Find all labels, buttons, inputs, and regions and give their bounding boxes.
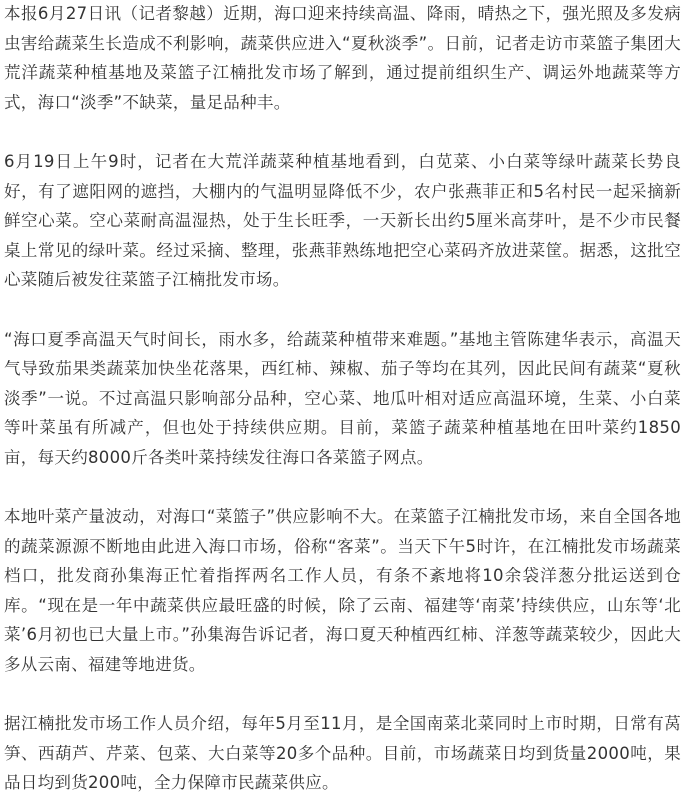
article-paragraph-5: 据江楠批发市场工作人员介绍，每年5月至11月，是全国南菜北菜同时上市时期，日常有莴笋、西葫芦、芹菜、包菜、大白菜等20多个品种。目前，市场蔬菜日均到货量2000吨，果品日均到货200吨，全力保障市民蔬菜供应。 — [4, 714, 681, 792]
article-paragraph-2: 6月19日上午9时，记者在大荒洋蔬菜种植基地看到，白苋菜、小白菜等绿叶蔬菜长势良好，有了遮阳网的遮挡，大棚内的气温明显降低不少，农户张燕菲正和5名村民一起采摘新鲜空心菜。空心菜耐高温湿热，处于生长旺季，一天新长出约5厘米高芽叶，是不少市民餐桌上常见的绿叶菜。经过采摘、整理，张燕菲熟练地把空心菜码齐放进菜筐。据悉，这批空心菜随后被发往菜篮子江楠批发市场。 — [4, 152, 681, 289]
article-paragraph-3: “海口夏季高温天气时间长，雨水多，给蔬菜种植带来难题。”基地主管陈建华表示，高温天气导致茄果类蔬菜加快坐花落果，西红柿、辣椒、茄子等均在其列，因此民间有蔬菜“夏秋淡季”一说。不过高温只影响部分品种，空心菜、地瓜叶相对适应高温环境，生菜、小白菜等叶菜虽有所减产，但也处于持续供应期。目前，菜篮子蔬菜种植基地在田叶菜约1850亩，每天约8000斤各类叶菜持续发往海口各菜篮子网点。 — [4, 329, 681, 467]
article-paragraph-4: 本地叶菜产量波动，对海口“菜篮子”供应影响不大。在菜篮子江楠批发市场，来自全国各地的蔬菜源源不断地由此进入海口市场，俗称“客菜”。当天下午5时许，在江楠批发市场蔬菜档口，批发商孙集海正忙着指挥两名工作人员，有条不紊地将10余袋洋葱分批运送到仓库。“现在是一年中蔬菜供应最旺盛的时候，除了云南、福建等‘南菜’持续供应，山东等‘北菜’6月初也已大量上市。”孙集海告诉记者，海口夏天种植西红柿、洋葱等蔬菜较少，因此大多从云南、福建等地进货。 — [4, 507, 681, 674]
article-paragraph-1: 本报6月27日讯（记者黎越）近期，海口迎来持续高温、降雨，晴热之下，强光照及多发病虫害给蔬菜生长造成不利影响，蔬菜供应进入“夏秋淡季”。日前，记者走访市菜篮子集团大荒洋蔬菜种植基地及菜篮子江楠批发市场了解到，通过提前组织生产、调运外地蔬菜等方式，海口“淡季”不缺菜，量足品种丰。 — [4, 4, 681, 112]
